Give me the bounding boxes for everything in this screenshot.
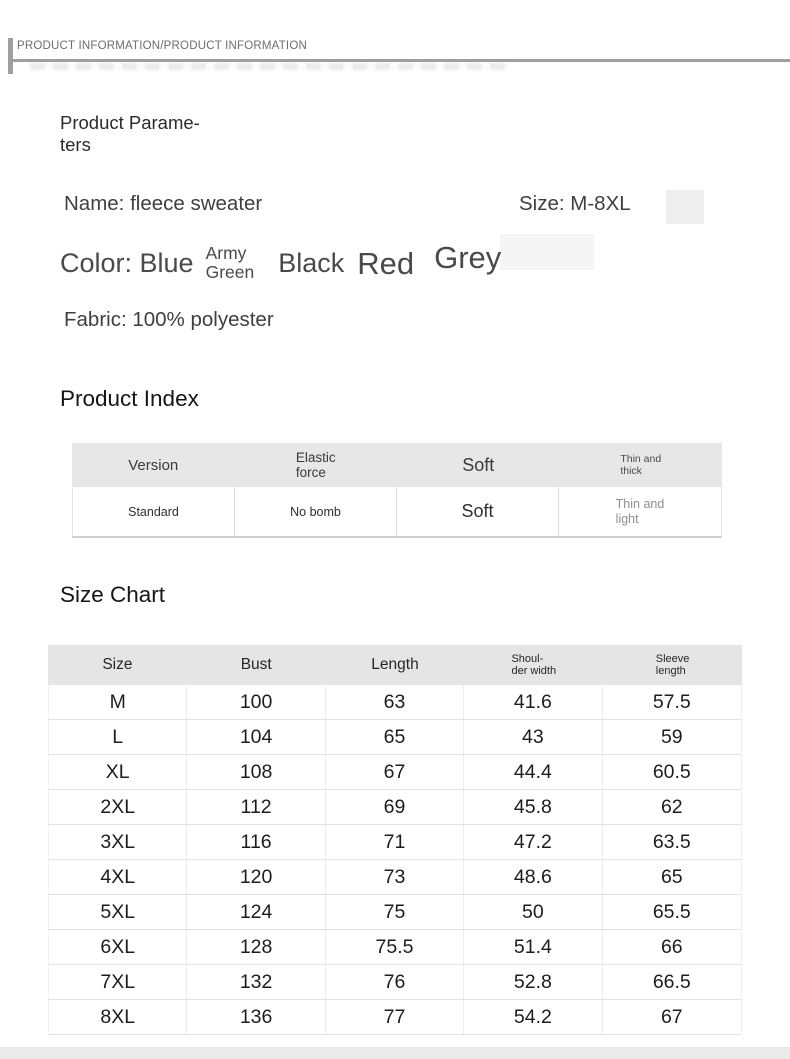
table-cell: 116 — [187, 825, 325, 859]
table-cell: 63 — [326, 685, 464, 719]
table-cell: 57.5 — [652, 690, 691, 713]
table-cell: 45.8 — [464, 790, 602, 824]
bottom-strip — [0, 1047, 790, 1059]
table-cell-standard — [73, 487, 235, 536]
column-header-version — [72, 443, 235, 487]
cell-value: Soft — [461, 501, 494, 521]
section-heading-size-chart: Size Chart — [60, 582, 166, 607]
table-cell: 75.5 — [326, 930, 464, 964]
column-header-label — [511, 653, 556, 678]
header-line: force — [295, 465, 326, 480]
table-cell: 5XL — [49, 895, 187, 929]
table-cell: 44.4 — [464, 755, 602, 789]
table-row — [48, 685, 742, 720]
table-cell: L — [49, 720, 187, 754]
table-cell: 67 — [660, 1005, 683, 1028]
table-cell: 65 — [660, 865, 683, 888]
table-cell: 124 — [187, 895, 325, 929]
column-header-label: Version — [128, 456, 179, 474]
table-cell: 77 — [326, 1000, 464, 1034]
column-header-label: Soft — [462, 454, 495, 475]
overlay-artifact — [500, 234, 594, 270]
overlay-artifact — [666, 190, 704, 224]
table-cell: 62 — [660, 795, 683, 818]
color-army-green — [206, 244, 255, 283]
table-cell: 48.6 — [464, 860, 602, 894]
column-header-length — [326, 645, 465, 685]
color-army-line: Army — [205, 242, 247, 263]
color-black: Black — [278, 247, 345, 278]
table-cell: 51.4 — [464, 930, 602, 964]
table-cell-no-bomb — [235, 487, 397, 536]
product-index-header-row — [72, 443, 722, 487]
column-header-label — [656, 653, 690, 678]
column-header-bust — [187, 645, 326, 685]
table-cell: 108 — [187, 755, 325, 789]
product-fabric: Fabric: 100% polyester — [64, 308, 274, 331]
cell-line: Thin and — [615, 497, 665, 511]
cell-line: light — [615, 511, 639, 526]
table-cell-thin-light — [559, 487, 721, 536]
table-cell: 47.2 — [464, 825, 602, 859]
heading-line: Product Parame- — [60, 112, 200, 133]
table-cell: 136 — [187, 1000, 325, 1034]
table-cell: 66.5 — [652, 970, 691, 993]
table-cell: XL — [49, 755, 187, 789]
table-cell: 67 — [326, 755, 464, 789]
column-header-elastic-force — [235, 443, 398, 487]
product-index-table — [72, 443, 722, 538]
blurred-text-residue — [30, 63, 508, 70]
product-size-range: Size: M-8XL — [519, 192, 631, 215]
header-line: Sleeve — [655, 652, 690, 665]
size-chart-body — [48, 685, 742, 1035]
table-cell: 128 — [187, 930, 325, 964]
section-heading-product-parameters — [60, 112, 200, 155]
table-row — [48, 1000, 742, 1035]
header-line: Thin and — [620, 453, 662, 465]
color-label-blue: Color: Blue — [60, 247, 194, 278]
section-heading-product-index: Product Index — [60, 386, 199, 411]
header-line: length — [655, 665, 686, 677]
color-grey: Grey — [434, 240, 502, 275]
header-line: Elastic — [295, 450, 336, 465]
color-red: Red — [357, 246, 415, 281]
column-header-size — [48, 645, 187, 685]
size-chart-header-row — [48, 645, 742, 685]
product-colors — [60, 234, 501, 292]
column-header-sleeve-length — [603, 645, 742, 685]
table-cell: M — [49, 685, 187, 719]
table-cell: 69 — [326, 790, 464, 824]
size-chart-table — [48, 645, 742, 1035]
heading-line: ters — [60, 133, 91, 155]
header-line: Shoul- — [511, 652, 544, 665]
table-cell: 41.6 — [464, 685, 602, 719]
column-header-label: Size — [102, 656, 133, 673]
table-cell: 76 — [326, 965, 464, 999]
table-cell: 63.5 — [652, 830, 691, 853]
table-row — [48, 895, 742, 930]
cell-value: No bomb — [290, 504, 341, 519]
table-cell: 43 — [464, 720, 602, 754]
table-cell: 4XL — [49, 860, 187, 894]
cell-value — [616, 497, 665, 526]
table-cell: 71 — [326, 825, 464, 859]
table-row — [48, 930, 742, 965]
column-header-label: Length — [371, 656, 419, 673]
header-accent-bar — [8, 38, 13, 74]
table-row — [48, 965, 742, 1000]
column-header-shoulder-width — [464, 645, 603, 685]
table-row — [48, 790, 742, 825]
table-row — [48, 860, 742, 895]
table-cell: 66 — [660, 935, 683, 958]
table-cell: 100 — [187, 685, 325, 719]
table-cell-soft — [397, 487, 559, 536]
column-header-thin-thick — [560, 443, 723, 487]
table-row — [48, 825, 742, 860]
table-cell: 2XL — [49, 790, 187, 824]
table-row — [48, 720, 742, 755]
column-header-label — [296, 450, 336, 480]
table-cell: 104 — [187, 720, 325, 754]
column-header-label: Bust — [240, 656, 272, 673]
table-cell: 50 — [464, 895, 602, 929]
table-cell: 65.5 — [652, 900, 691, 923]
table-cell: 112 — [187, 790, 325, 824]
table-cell: 120 — [187, 860, 325, 894]
table-cell: 75 — [326, 895, 464, 929]
table-cell: 54.2 — [464, 1000, 602, 1034]
table-cell: 59 — [660, 725, 683, 748]
table-cell: 73 — [326, 860, 464, 894]
column-header-soft — [397, 443, 560, 487]
table-cell: 6XL — [49, 930, 187, 964]
product-index-data-row — [72, 487, 722, 538]
table-cell: 132 — [187, 965, 325, 999]
header-divider — [8, 59, 790, 62]
table-row — [48, 755, 742, 790]
table-cell: 8XL — [49, 1000, 187, 1034]
table-cell: 65 — [326, 720, 464, 754]
page-header-title: PRODUCT INFORMATION/PRODUCT INFORMATION — [17, 40, 307, 52]
column-header-label — [620, 453, 661, 477]
table-cell: 60.5 — [652, 760, 691, 783]
header-line: thick — [620, 465, 642, 477]
table-cell: 7XL — [49, 965, 187, 999]
table-cell: 52.8 — [464, 965, 602, 999]
color-army-line: Green — [205, 262, 255, 282]
product-name: Name: fleece sweater — [64, 192, 263, 215]
cell-value: Standard — [128, 504, 179, 519]
table-cell: 3XL — [49, 825, 187, 859]
header-line: der width — [511, 665, 557, 677]
